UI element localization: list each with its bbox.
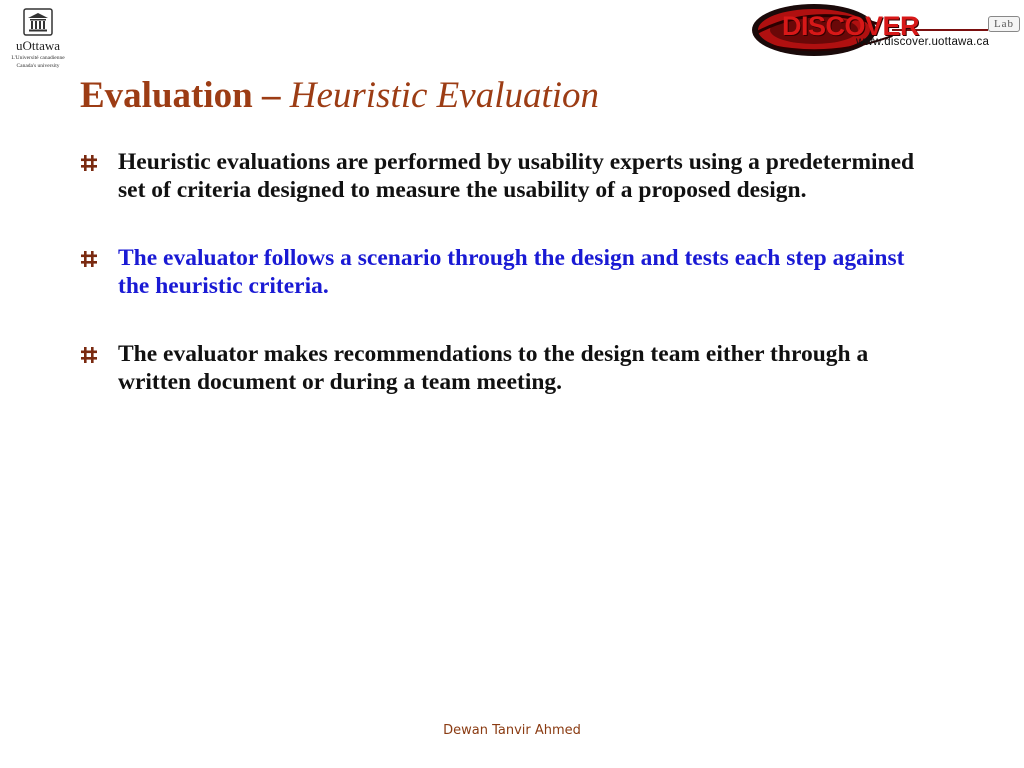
discover-url: www.discover.uottawa.ca (856, 36, 990, 48)
bullet-item (80, 340, 940, 396)
slide-title (80, 74, 599, 117)
bullet-text: Heuristic evaluations are performed by usability experts using a predetermined set of criteria designed to measure the usability of a proposed design. (118, 149, 915, 203)
bullet-list (80, 148, 940, 436)
hash-bullet-icon (80, 250, 98, 268)
discover-lab-logo (752, 2, 1022, 58)
uottawa-name: uOttawa (15, 38, 61, 53)
bullet-item (80, 244, 940, 300)
uottawa-subtitle-fr: L'Université canadienne (11, 55, 65, 61)
footer-author: Dewan Tanvir Ahmed (443, 723, 581, 738)
discover-wordmark: DISCOVER (782, 11, 920, 41)
slide-title-sub: Heuristic Evaluation (289, 75, 600, 116)
hash-bullet-icon (80, 346, 98, 364)
slide-title-main: Evaluation – (80, 75, 281, 116)
hash-bullet-icon (80, 154, 98, 172)
uottawa-logo (6, 8, 70, 80)
bullet-item (80, 148, 940, 204)
uottawa-subtitle-en: Canada's university (16, 62, 60, 69)
bullet-text: The evaluator makes recommendations to the design team either through a written document or during a team meeting. (118, 341, 869, 395)
discover-lab-badge: Lab (988, 16, 1020, 32)
university-building-icon (23, 8, 53, 36)
bullet-text: The evaluator follows a scenario through the design and tests each step against the heuristic criteria. (118, 245, 905, 299)
